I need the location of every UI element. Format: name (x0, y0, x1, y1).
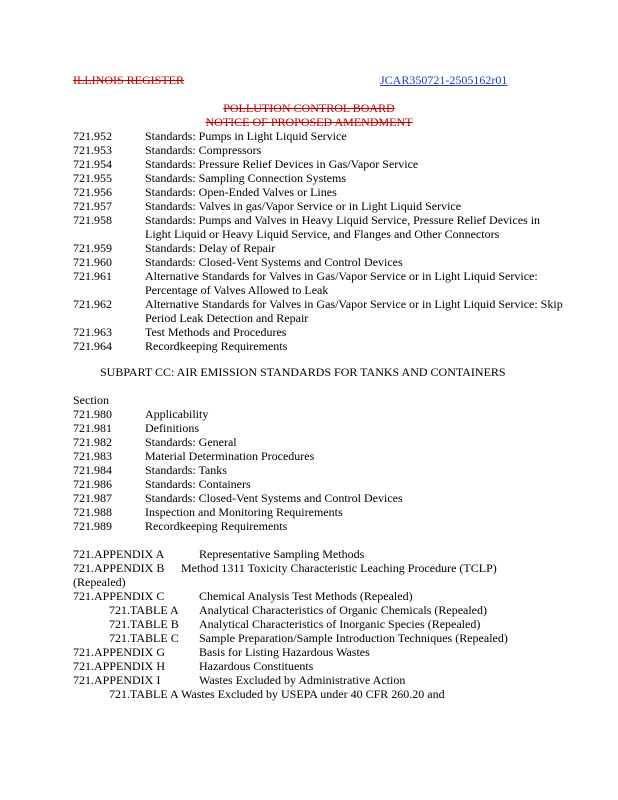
appendix-number: 721.APPENDIX A (73, 547, 165, 561)
appendix-number: 721.APPENDIX H (73, 659, 166, 673)
section-number: 721.981 (73, 421, 112, 435)
table-number: 721.TABLE B (109, 617, 179, 631)
section-number: 721.960 (73, 255, 112, 269)
section-number: 721.986 (73, 477, 112, 491)
section-number: 721.954 (73, 157, 112, 171)
section-label: Section (73, 393, 109, 407)
appendix-title: Chemical Analysis Test Methods (Repealed) (199, 589, 413, 603)
section-title: Alternative Standards for Valves in Gas/Vapor Service or in Light Liquid Service: Percentage of Valves Allowed to Leak (145, 269, 538, 297)
appendix-repealed-note: (Repealed) (73, 575, 126, 589)
section-title: Alternative Standards for Valves in Gas/Vapor Service or in Light Liquid Service: Skip Period Leak Detection and Repair (145, 297, 563, 325)
appendix-title: Hazardous Constituents (199, 659, 314, 673)
section-title: Recordkeeping Requirements (145, 339, 288, 353)
section-number: 721.982 (73, 435, 112, 449)
section-title: Inspection and Monitoring Requirements (145, 505, 343, 519)
section-number: 721.956 (73, 185, 112, 199)
section-number: 721.952 (73, 129, 112, 143)
section-number: 721.953 (73, 143, 112, 157)
board-title: POLLUTION CONTROL BOARD (223, 101, 395, 115)
section-title: Standards: Open-Ended Valves or Lines (145, 185, 337, 199)
appendix-title: Wastes Excluded by Administrative Action (199, 673, 406, 687)
section-number: 721.989 (73, 519, 112, 533)
table-number: 721.TABLE C (109, 631, 179, 645)
section-title: Standards: Pressure Relief Devices in Gas/Vapor Service (145, 157, 419, 171)
section-number: 721.984 (73, 463, 112, 477)
header-jcar-link[interactable]: JCAR350721-2505162r01 (380, 73, 508, 87)
notice-title: NOTICE OF PROPOSED AMENDMENT (205, 115, 413, 129)
section-title: Standards: Closed-Vent Systems and Control Devices (145, 255, 403, 269)
appendix-title: Basis for Listing Hazardous Wastes (199, 645, 370, 659)
table-title: Wastes Excluded by USEPA under 40 CFR 260.20 and (181, 687, 445, 701)
subpart-heading: SUBPART CC: AIR EMISSION STANDARDS FOR TANKS AND CONTAINERS (100, 365, 506, 379)
section-number: 721.962 (73, 297, 112, 311)
section-number: 721.955 (73, 171, 112, 185)
section-title: Standards: Pumps and Valves in Heavy Liquid Service, Pressure Relief Devices in Light Liquid or Heavy Liquid Service, and Flanges and Other Connectors (145, 213, 541, 241)
section-title: Standards: Sampling Connection Systems (145, 171, 346, 185)
header-register-name: ILLINOIS REGISTER (73, 73, 184, 87)
section-number: 721.963 (73, 325, 112, 339)
appendix-title: Method 1311 Toxicity Characteristic Leaching Procedure (TCLP) (181, 561, 497, 575)
section-title: Definitions (145, 421, 199, 435)
section-title: Test Methods and Procedures (145, 325, 287, 339)
table-title: Analytical Characteristics of Inorganic Species (Repealed) (199, 617, 481, 631)
section-title: Material Determination Procedures (145, 449, 315, 463)
section-title: Standards: Pumps in Light Liquid Service (145, 129, 347, 143)
section-title: Standards: Valves in gas/Vapor Service or in Light Liquid Service (145, 199, 462, 213)
section-number: 721.959 (73, 241, 112, 255)
section-number: 721.987 (73, 491, 112, 505)
table-title: Analytical Characteristics of Organic Chemicals (Repealed) (199, 603, 487, 617)
section-title: Standards: Tanks (145, 463, 227, 477)
table-title: Sample Preparation/Sample Introduction Techniques (Repealed) (199, 631, 508, 645)
section-number: 721.958 (73, 213, 112, 227)
section-number: 721.961 (73, 269, 112, 283)
section-title: Recordkeeping Requirements (145, 519, 288, 533)
section-number: 721.964 (73, 339, 112, 353)
section-number: 721.957 (73, 199, 112, 213)
section-number: 721.983 (73, 449, 112, 463)
section-number: 721.988 (73, 505, 112, 519)
section-number: 721.980 (73, 407, 112, 421)
section-title: Applicability (145, 407, 209, 421)
section-title: Standards: Closed-Vent Systems and Control Devices (145, 491, 403, 505)
section-title: Standards: General (145, 435, 237, 449)
section-title: Standards: Containers (145, 477, 251, 491)
appendix-title: Representative Sampling Methods (199, 547, 365, 561)
appendix-number: 721.APPENDIX I (73, 673, 161, 687)
table-number: 721.TABLE A (109, 603, 179, 617)
appendix-number: 721.APPENDIX G (73, 645, 166, 659)
appendix-number: 721.APPENDIX C (73, 589, 165, 603)
table-number: 721.TABLE A (109, 687, 179, 701)
appendix-number: 721.APPENDIX B (73, 561, 165, 575)
section-title: Standards: Delay of Repair (145, 241, 276, 255)
section-title: Standards: Compressors (145, 143, 262, 157)
